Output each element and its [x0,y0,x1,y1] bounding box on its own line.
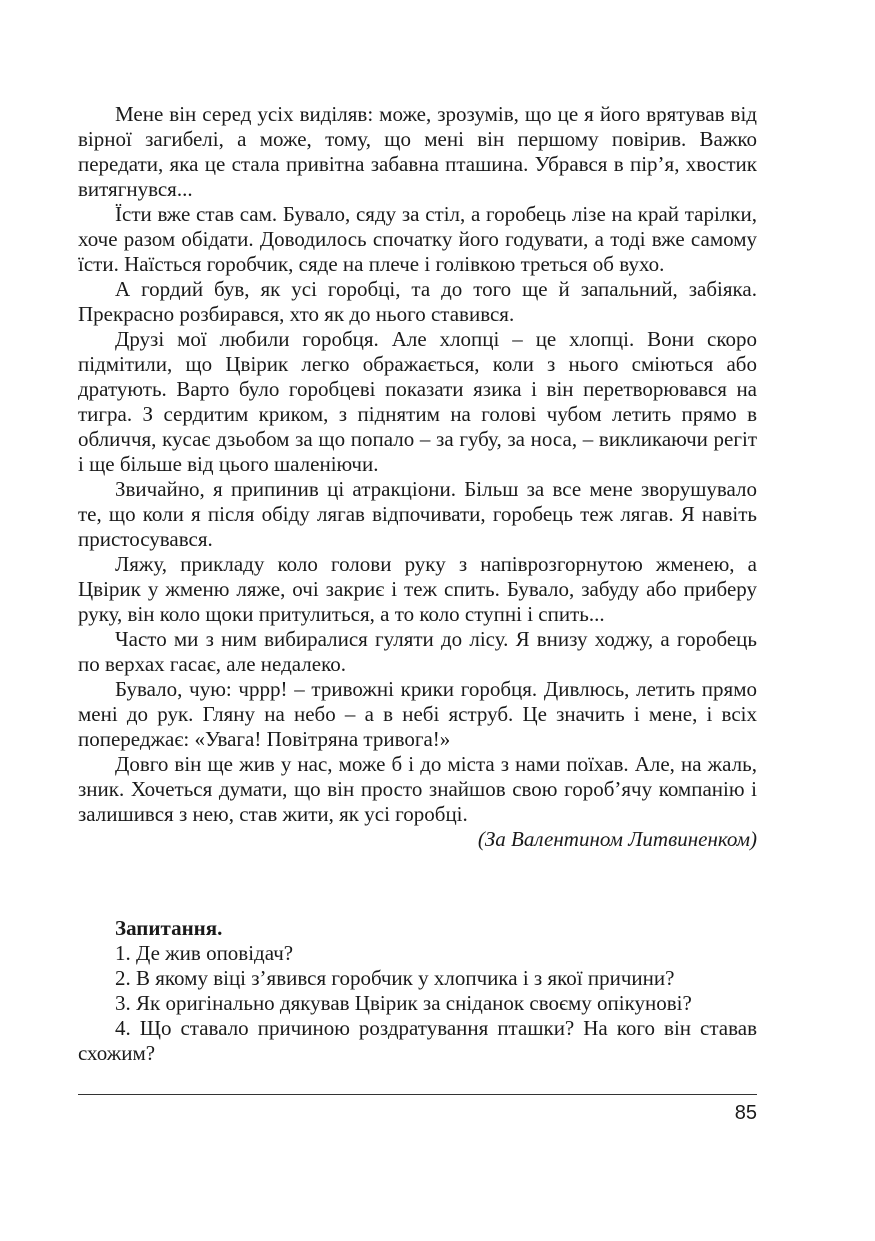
story-paragraph: Звичайно, я припинив ці атракціони. Більш за все мене зворушувало те, що коли я після обіду лягав відпочивати, горобець теж лягав. Я навіть пристосувався. [78,477,757,551]
story-text [78,102,757,852]
author-attribution: (За Валентином Литвиненком) [477,827,757,851]
footer-divider [78,1094,757,1095]
story-paragraph: Часто ми з ним вибиралися гуляти до лісу. Я внизу ходжу, а горобець по верхах гасає, але недалеко. [78,627,757,676]
questions-section [78,916,757,1066]
page-number: 85 [734,1102,757,1124]
story-paragraph: Ляжу, прикладу коло голови руку з напіврозгорнутою жменею, а Цвірик у жменю ляже, очі закриє і теж спить. Бувало, забуду або приберу руку, він коло щоки притулиться, а то коло ступні і спить... [78,552,757,626]
question-item: 1. Де жив оповідач? [115,941,294,965]
story-paragraph: Бувало, чую: чррр! – тривожні крики горобця. Дивлюсь, летить прямо мені до рук. Гляну на небо – а в небі яструб. Це значить і мене, і всіх попереджає: «Увага! Повітряна тривога!» [78,677,757,751]
question-item: 4. Що ставало причиною роздратування пташки? На кого він ставав схожим? [78,1016,757,1065]
questions-heading: Запитання. [115,916,223,940]
story-paragraph: Мене він серед усіх виділяв: може, зрозумів, що це я його врятував від вірної загибелі, а може, тому, що мені він першому повірив. Важко передати, яка це стала привітна забавна пташина. Убрався в пір’я, хвостик витягнувся... [78,102,757,201]
story-paragraph: Друзі мої любили горобця. Але хлопці – це хлопці. Вони скоро підмітили, що Цвірик легко ображається, коли з нього сміються або дратують. Варто було горобцеві показати язика і він перетворювався на тигра. З сердитим криком, з піднятим на голові чубом летить прямо в обличчя, кусає дзьобом за що попало – за губу, за носа, – викликаючи регіт і ще більше від цього шаленіючи. [78,327,757,476]
story-paragraph: А гордий був, як усі горобці, та до того ще й запальний, забіяка. Прекрасно розбирався, хто як до нього ставився. [78,277,757,326]
story-paragraph: Їсти вже став сам. Бувало, сяду за стіл, а горобець лізе на край тарілки, хоче разом обідати. Доводилось спочатку його годувати, а тоді вже самому їсти. Наїсться горобчик, сяде на плече і голівкою треться об вухо. [78,202,757,276]
question-item: 2. В якому віці з’явився горобчик у хлопчика і з якої причини? [115,966,675,990]
question-item: 3. Як оригінально дякував Цвірик за сніданок своєму опікунові? [115,991,692,1015]
story-paragraph: Довго він ще жив у нас, може б і до міста з нами поїхав. Але, на жаль, зник. Хочеться думати, що він просто знайшов свою гороб’ячу компанію і залишився з нею, став жити, як усі горобці. [78,752,757,826]
